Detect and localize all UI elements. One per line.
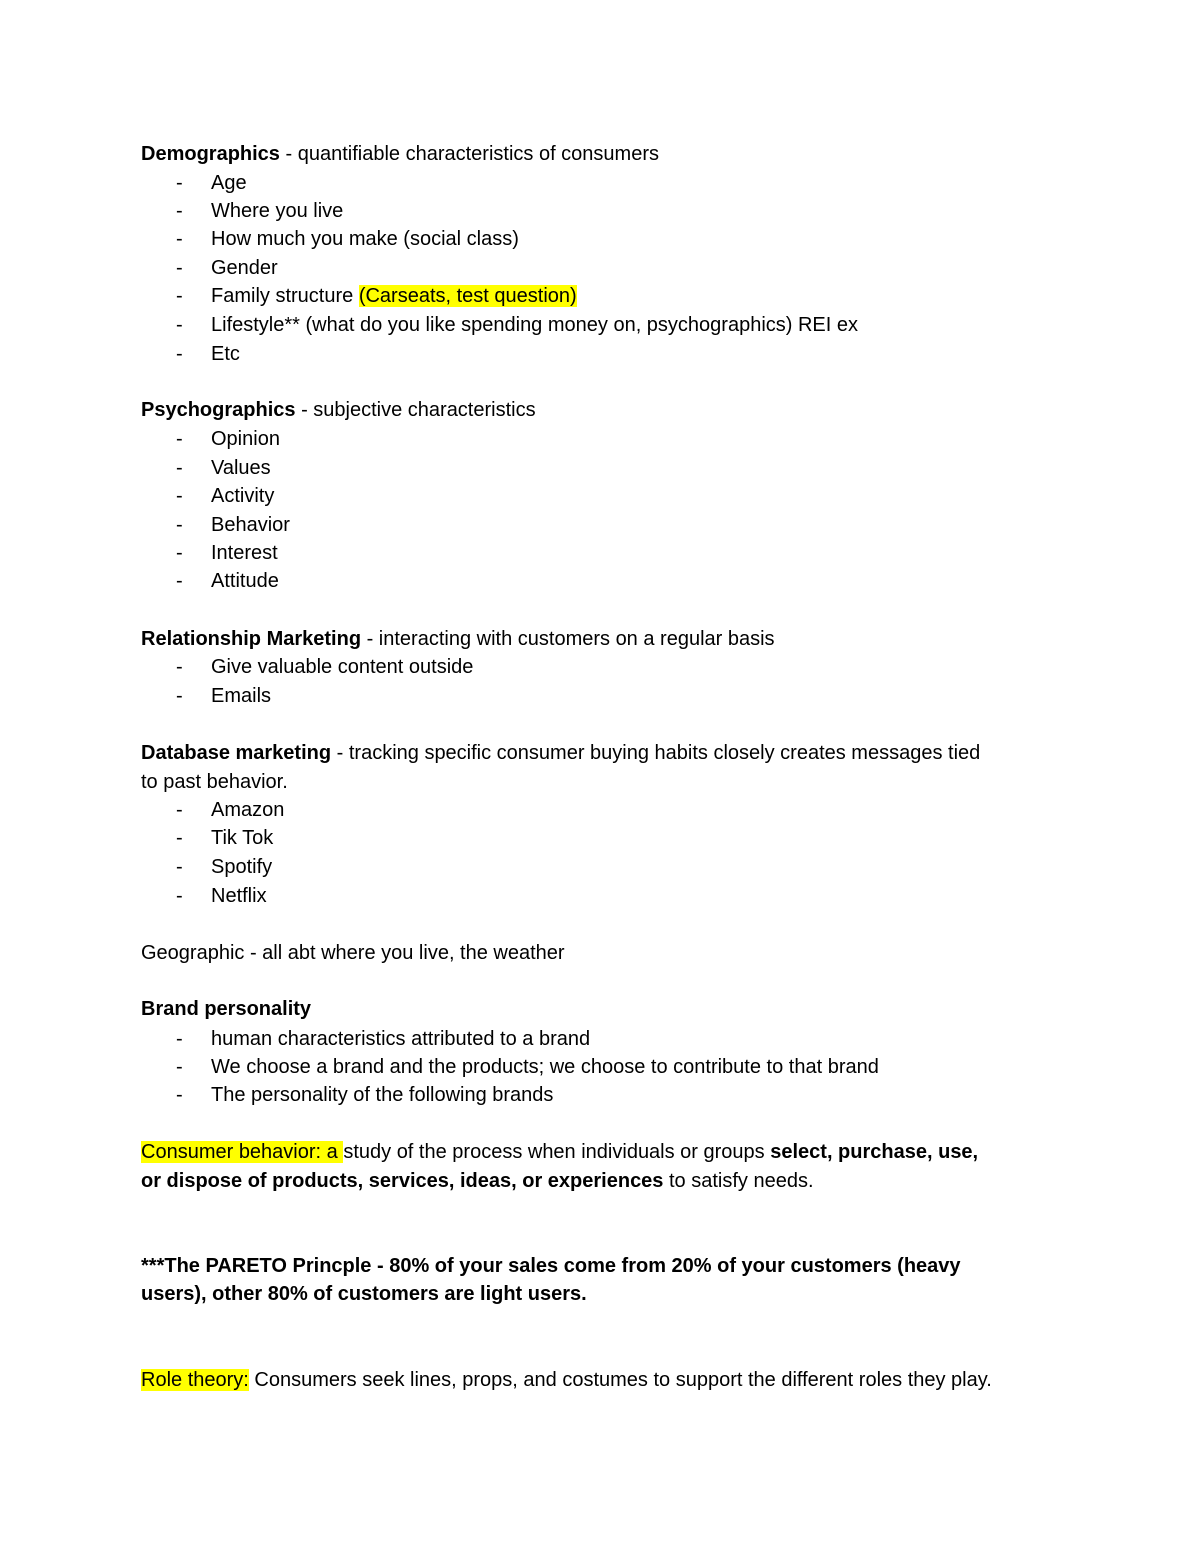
list-item: Spotify <box>211 856 273 878</box>
list-item-family <box>211 282 577 310</box>
psychographics-title: Psychographics <box>141 399 296 421</box>
relationship-desc: - interacting with customers on a regular basis <box>361 628 775 650</box>
consumer-behavior-bold2: or dispose of products, services, ideas, or experiences <box>141 1170 664 1192</box>
bullet-dash: - <box>176 827 183 849</box>
bullet-dash: - <box>176 685 183 707</box>
relationship-heading-line <box>141 625 775 653</box>
bullet-dash: - <box>176 885 183 907</box>
bullet-dash: - <box>176 257 183 279</box>
bullet-dash: - <box>176 200 183 222</box>
consumer-behavior-line1 <box>141 1138 978 1166</box>
geographic-line: Geographic - all abt where you live, the weather <box>141 942 565 964</box>
bullet-dash: - <box>176 656 183 678</box>
demographics-title: Demographics <box>141 143 280 165</box>
role-theory-text: Consumers seek lines, props, and costumes to support the different roles they play. <box>248 1369 992 1391</box>
list-item: Tik Tok <box>211 827 274 849</box>
consumer-behavior-line2 <box>141 1167 814 1195</box>
list-item: Interest <box>211 542 278 564</box>
list-item: Behavior <box>211 514 290 536</box>
list-item: Attitude <box>211 570 279 592</box>
demographics-desc: - quantifiable characteristics of consumers <box>279 143 659 165</box>
list-item: Netflix <box>211 885 267 907</box>
bullet-dash: - <box>176 1028 183 1050</box>
bullet-dash: - <box>176 514 183 536</box>
bullet-dash: - <box>176 428 183 450</box>
database-desc-continued: to past behavior. <box>141 771 288 793</box>
list-item: Give valuable content outside <box>211 656 474 678</box>
bullet-dash: - <box>176 799 183 821</box>
list-item: Activity <box>211 485 275 507</box>
list-item: Age <box>211 172 247 194</box>
psychographics-desc: - subjective characteristics <box>295 399 536 421</box>
bullet-dash: - <box>176 856 183 878</box>
family-text: Family structure <box>211 285 359 307</box>
bullet-dash: - <box>176 457 183 479</box>
brand-title: Brand personality <box>141 998 312 1020</box>
role-theory-line <box>141 1366 992 1394</box>
list-item: We choose a brand and the products; we choose to contribute to that brand <box>211 1056 879 1078</box>
consumer-behavior-bold1: select, purchase, use, <box>770 1141 979 1163</box>
bullet-dash: - <box>176 314 183 336</box>
consumer-behavior-highlight: Consumer behavior: a <box>141 1141 344 1163</box>
bullet-dash: - <box>176 228 183 250</box>
list-item: Opinion <box>211 428 280 450</box>
demographics-heading-line <box>141 140 659 168</box>
bullet-dash: - <box>176 1056 183 1078</box>
list-item: Gender <box>211 257 278 279</box>
consumer-behavior-text1: study of the process when individuals or groups <box>343 1141 771 1163</box>
pareto-line1 <box>141 1252 961 1280</box>
bullet-dash: - <box>176 343 183 365</box>
list-item: Etc <box>211 343 240 365</box>
list-item: Lifestyle** (what do you like spending money on, psychographics) REI ex <box>211 314 859 336</box>
pareto-text1: ***The PARETO Princple - 80% of your sales come from 20% of your customers (heavy <box>141 1255 961 1277</box>
bullet-dash: - <box>176 172 183 194</box>
bullet-dash: - <box>176 285 183 307</box>
database-title: Database marketing <box>141 742 332 764</box>
list-item: How much you make (social class) <box>211 228 519 250</box>
bullet-dash: - <box>176 485 183 507</box>
database-heading-line <box>141 739 980 767</box>
family-highlight: (Carseats, test question) <box>358 285 577 307</box>
database-desc: - tracking specific consumer buying habits closely creates messages tied <box>331 742 981 764</box>
relationship-title: Relationship Marketing <box>141 628 362 650</box>
list-item: human characteristics attributed to a brand <box>211 1028 591 1050</box>
list-item: Where you live <box>211 200 344 222</box>
bullet-dash: - <box>176 1084 183 1106</box>
list-item: Emails <box>211 685 272 707</box>
role-theory-highlight: Role theory: <box>141 1369 249 1391</box>
brand-heading-line <box>141 995 311 1023</box>
list-item: Values <box>211 457 271 479</box>
pareto-line2 <box>141 1280 587 1308</box>
psychographics-heading-line <box>141 396 536 424</box>
pareto-text2: users), other 80% of customers are light users. <box>141 1283 587 1305</box>
consumer-behavior-text2: to satisfy needs. <box>663 1170 814 1192</box>
bullet-dash: - <box>176 570 183 592</box>
list-item: Amazon <box>211 799 285 821</box>
bullet-dash: - <box>176 542 183 564</box>
list-item: The personality of the following brands <box>211 1084 554 1106</box>
